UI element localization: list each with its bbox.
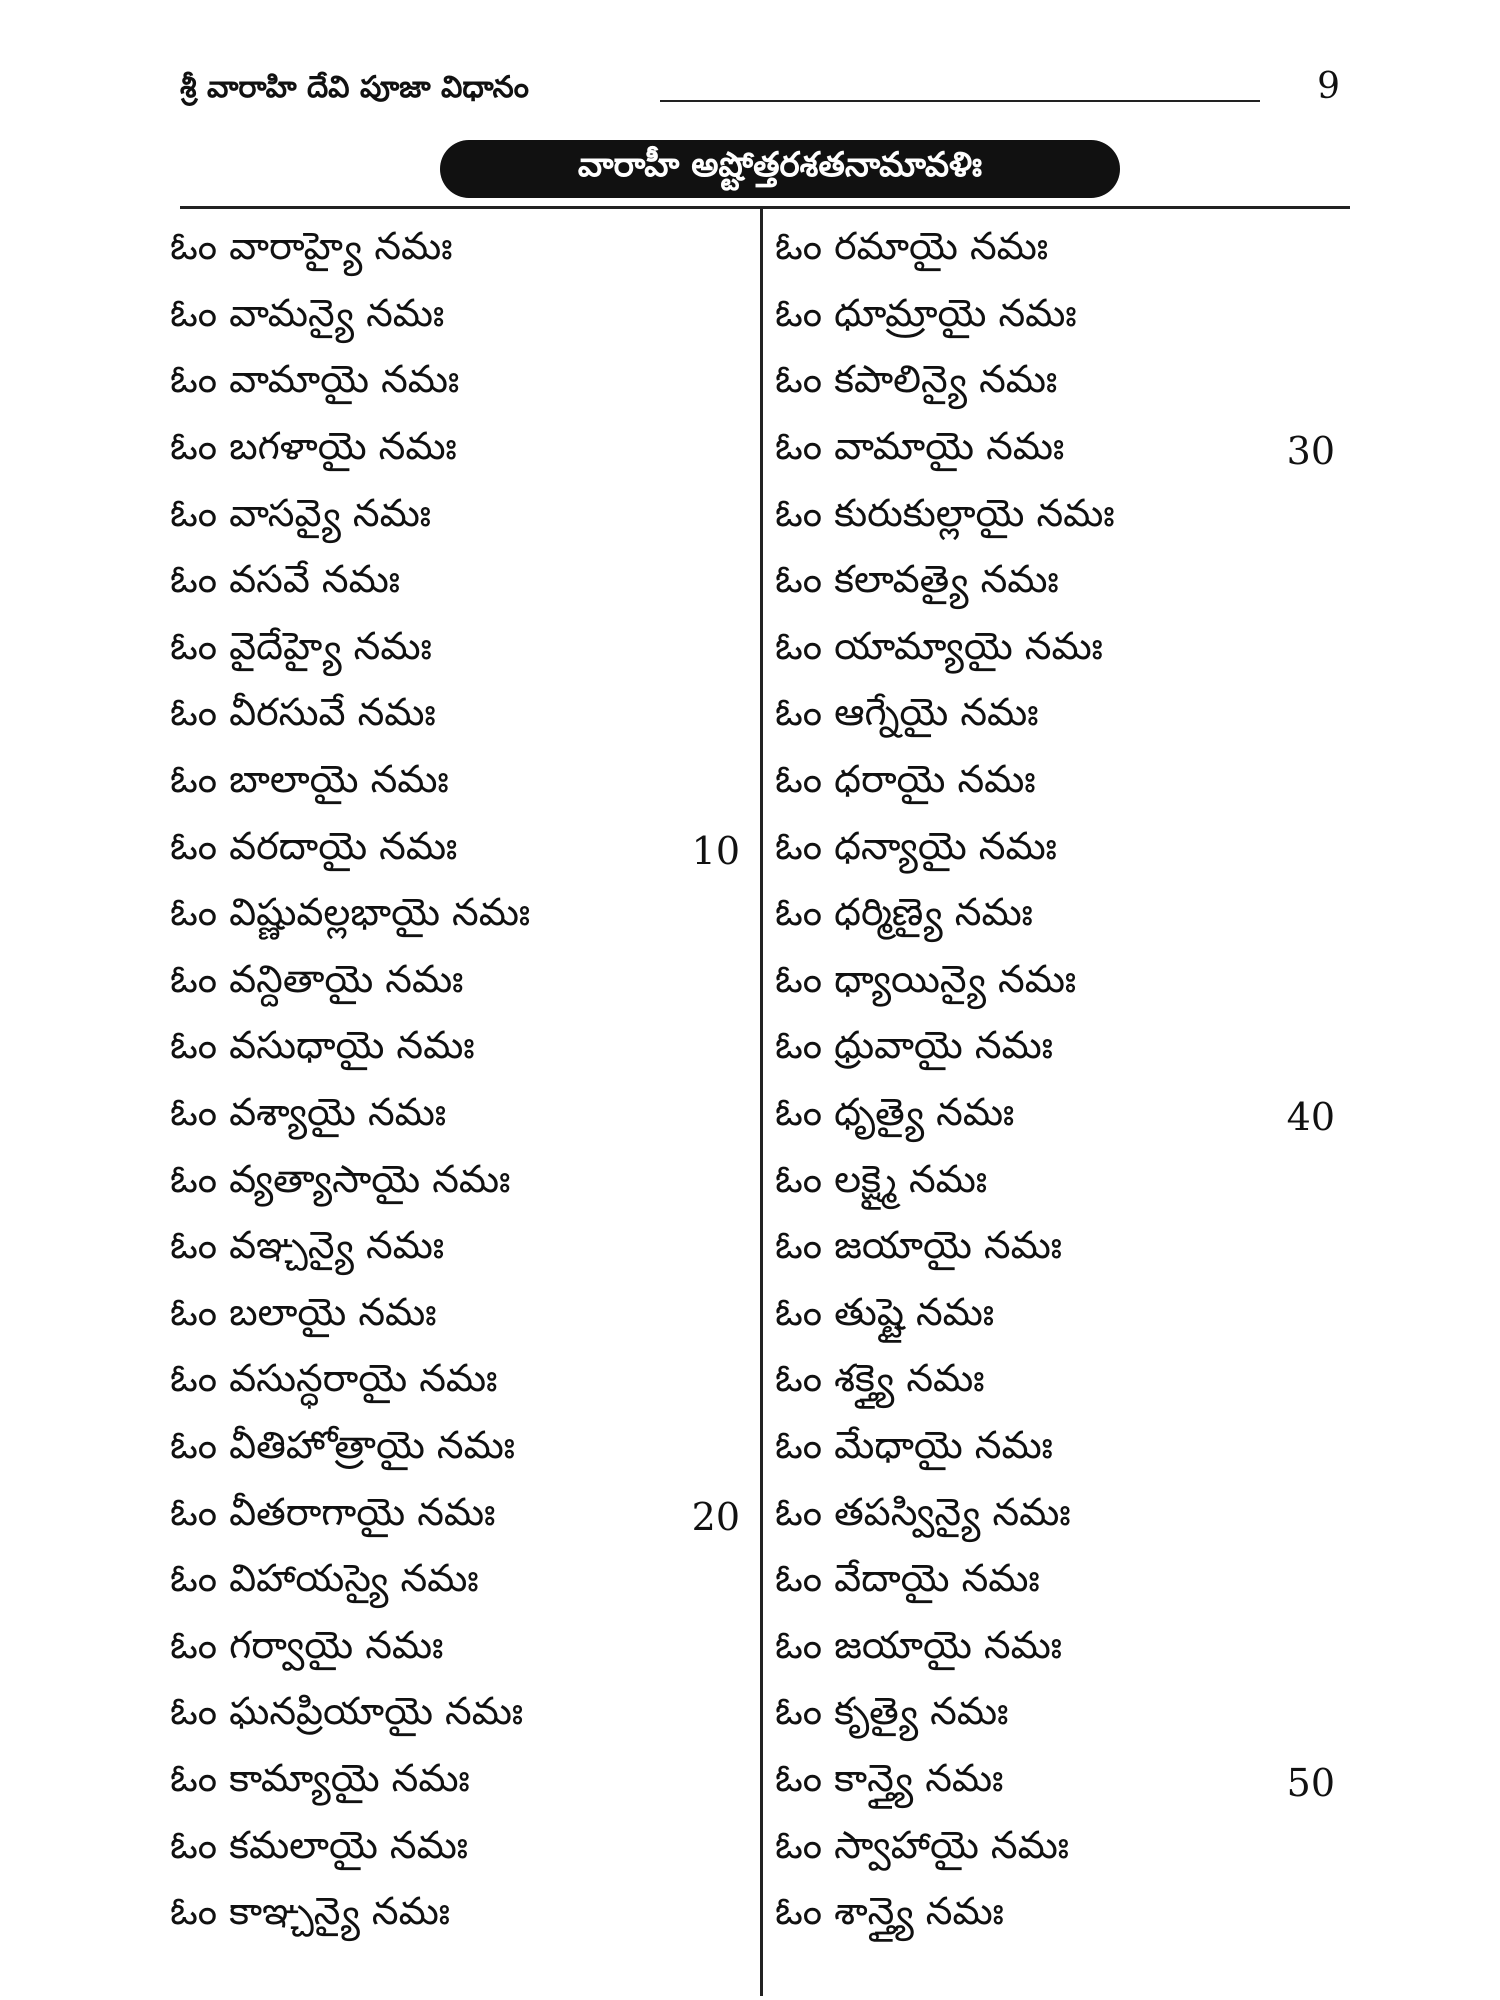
name-line xyxy=(775,1550,1355,1617)
name-line xyxy=(170,751,750,818)
name-line xyxy=(170,1217,750,1284)
name-line xyxy=(170,1483,750,1550)
name-line xyxy=(775,884,1355,951)
name-line xyxy=(775,1417,1355,1484)
name-text: ఓం కామ్యాయై నమః xyxy=(170,1755,470,1800)
name-text: ఓం ధర్మిణ్యై నమః xyxy=(775,890,1033,935)
name-text: ఓం ఆగ్నేయై నమః xyxy=(775,690,1039,735)
name-text: ఓం ధ్యాయిన్యై నమః xyxy=(775,956,1077,1001)
name-line xyxy=(170,351,750,418)
name-text: ఓం వీతిహోత్రాయై నమః xyxy=(170,1422,516,1467)
name-line xyxy=(775,218,1355,285)
name-line xyxy=(775,951,1355,1018)
name-text: ఓం కలావత్యై నమః xyxy=(775,557,1059,602)
name-line xyxy=(775,351,1355,418)
name-line xyxy=(775,817,1355,884)
name-line xyxy=(170,1284,750,1351)
name-line xyxy=(775,618,1355,685)
name-line xyxy=(775,1750,1355,1817)
name-line xyxy=(170,1883,750,1950)
name-text: ఓం విహాయస్యై నమః xyxy=(170,1556,479,1601)
name-text: ఓం శక్త్యై నమః xyxy=(775,1356,985,1401)
name-text: ఓం కాన్త్యై నమః xyxy=(775,1755,1004,1800)
page-number: 9 xyxy=(1317,66,1340,107)
count-number: 20 xyxy=(691,1494,740,1539)
left-column xyxy=(170,218,750,1949)
name-line xyxy=(775,418,1355,485)
name-text: ఓం కమలాయై నమః xyxy=(170,1822,469,1867)
section-title-banner: వారాహీ అష్టోత్తరశతనామావళిః xyxy=(440,140,1120,198)
right-column xyxy=(775,218,1355,1949)
name-line xyxy=(775,551,1355,618)
name-text: ఓం బాలాయై నమః xyxy=(170,757,449,802)
name-text: ఓం వశ్యాయై నమః xyxy=(170,1090,447,1135)
name-line xyxy=(170,1816,750,1883)
header-rule xyxy=(660,100,1260,102)
name-text: ఓం వామాయై నమః xyxy=(170,357,460,402)
name-text: ఓం కురుకుల్లాయై నమః xyxy=(775,490,1115,535)
name-text: ఓం వన్దితాయై నమః xyxy=(170,956,464,1001)
name-text: ఓం వసుధాయై నమః xyxy=(170,1023,475,1068)
name-line xyxy=(170,418,750,485)
name-line xyxy=(775,1483,1355,1550)
name-line xyxy=(775,1217,1355,1284)
name-text: ఓం వ్యత్యాసాయై నమః xyxy=(170,1156,511,1201)
count-number: 10 xyxy=(691,828,740,873)
name-line xyxy=(775,1084,1355,1151)
name-text: ఓం ధన్యాయై నమః xyxy=(775,823,1057,868)
name-text: ఓం జయాయై నమః xyxy=(775,1223,1063,1268)
book-title: శ్రీ వారాహి దేవి పూజా విధానం xyxy=(180,70,529,105)
name-text: ఓం వసవే నమః xyxy=(170,557,401,602)
name-text: ఓం కాఞ్చన్యై నమః xyxy=(170,1889,451,1934)
name-text: ఓం ధృత్యై నమః xyxy=(775,1090,1015,1135)
name-line xyxy=(170,1150,750,1217)
name-text: ఓం వీతరాగాయై నమః xyxy=(170,1489,496,1534)
name-text: ఓం వేదాయై నమః xyxy=(775,1556,1040,1601)
name-line xyxy=(775,684,1355,751)
name-line xyxy=(775,1284,1355,1351)
name-line xyxy=(775,1616,1355,1683)
name-line xyxy=(170,1750,750,1817)
name-line xyxy=(775,285,1355,352)
name-text: ఓం రమాయై నమః xyxy=(775,224,1049,269)
name-text: ఓం ధూమ్రాయై నమః xyxy=(775,290,1077,335)
name-text: ఓం ఘనప్రియాయై నమః xyxy=(170,1689,524,1734)
column-divider xyxy=(760,206,763,1996)
count-number: 30 xyxy=(1286,429,1335,474)
name-line xyxy=(170,551,750,618)
name-line xyxy=(170,1550,750,1617)
name-text: ఓం తపస్విన్యై నమః xyxy=(775,1489,1071,1534)
name-line xyxy=(170,285,750,352)
name-text: ఓం విష్ణువల్లభాయై నమః xyxy=(170,890,531,935)
name-line xyxy=(170,817,750,884)
name-line xyxy=(775,1816,1355,1883)
page-header xyxy=(180,62,1340,122)
name-line xyxy=(170,1084,750,1151)
name-line xyxy=(775,1350,1355,1417)
name-text: ఓం స్వాహాయై నమః xyxy=(775,1822,1070,1867)
name-line xyxy=(775,1150,1355,1217)
name-line xyxy=(775,484,1355,551)
name-text: ఓం కృత్యై నమః xyxy=(775,1689,1009,1734)
name-line xyxy=(170,218,750,285)
name-text: ఓం వీరసువే నమః xyxy=(170,690,436,735)
name-line xyxy=(775,1883,1355,1950)
name-line xyxy=(170,1683,750,1750)
name-text: ఓం వారాహ్యై నమః xyxy=(170,224,453,269)
name-line xyxy=(170,484,750,551)
name-text: ఓం యామ్యాయై నమః xyxy=(775,623,1103,668)
name-text: ఓం లక్ష్మై నమః xyxy=(775,1156,988,1201)
name-text: ఓం ధ్రువాయై నమః xyxy=(775,1023,1053,1068)
name-text: ఓం వసున్ధరాయై నమః xyxy=(170,1356,498,1401)
name-line xyxy=(170,1417,750,1484)
name-line xyxy=(775,1017,1355,1084)
name-text: ఓం వామన్యై నమః xyxy=(170,290,445,335)
count-number: 50 xyxy=(1286,1760,1335,1805)
name-text: ఓం వాసవ్యై నమః xyxy=(170,490,432,535)
name-text: ఓం మేధాయై నమః xyxy=(775,1422,1053,1467)
name-text: ఓం బగళాయై నమః xyxy=(170,424,457,469)
name-text: ఓం కపాలిన్యై నమః xyxy=(775,357,1058,402)
name-line xyxy=(170,684,750,751)
name-text: ఓం బలాయై నమః xyxy=(170,1289,437,1334)
name-line xyxy=(170,1350,750,1417)
name-text: ఓం వఞ్చన్యై నమః xyxy=(170,1223,445,1268)
name-text: ఓం వామాయై నమః xyxy=(775,424,1065,469)
name-text: ఓం వరదాయై నమః xyxy=(170,823,458,868)
name-line xyxy=(170,1616,750,1683)
top-rule xyxy=(180,206,1350,209)
name-line xyxy=(170,951,750,1018)
name-text: ఓం ధరాయై నమః xyxy=(775,757,1036,802)
name-line xyxy=(170,618,750,685)
name-line xyxy=(170,1017,750,1084)
name-text: ఓం తుష్టై నమః xyxy=(775,1289,995,1334)
name-line xyxy=(775,751,1355,818)
name-text: ఓం వైదేహ్యై నమః xyxy=(170,623,432,668)
name-text: ఓం శాన్త్యై నమః xyxy=(775,1889,1004,1934)
name-text: ఓం గర్వాయై నమః xyxy=(170,1622,444,1667)
name-line xyxy=(775,1683,1355,1750)
count-number: 40 xyxy=(1286,1095,1335,1140)
name-line xyxy=(170,884,750,951)
name-text: ఓం జయాయై నమః xyxy=(775,1622,1063,1667)
